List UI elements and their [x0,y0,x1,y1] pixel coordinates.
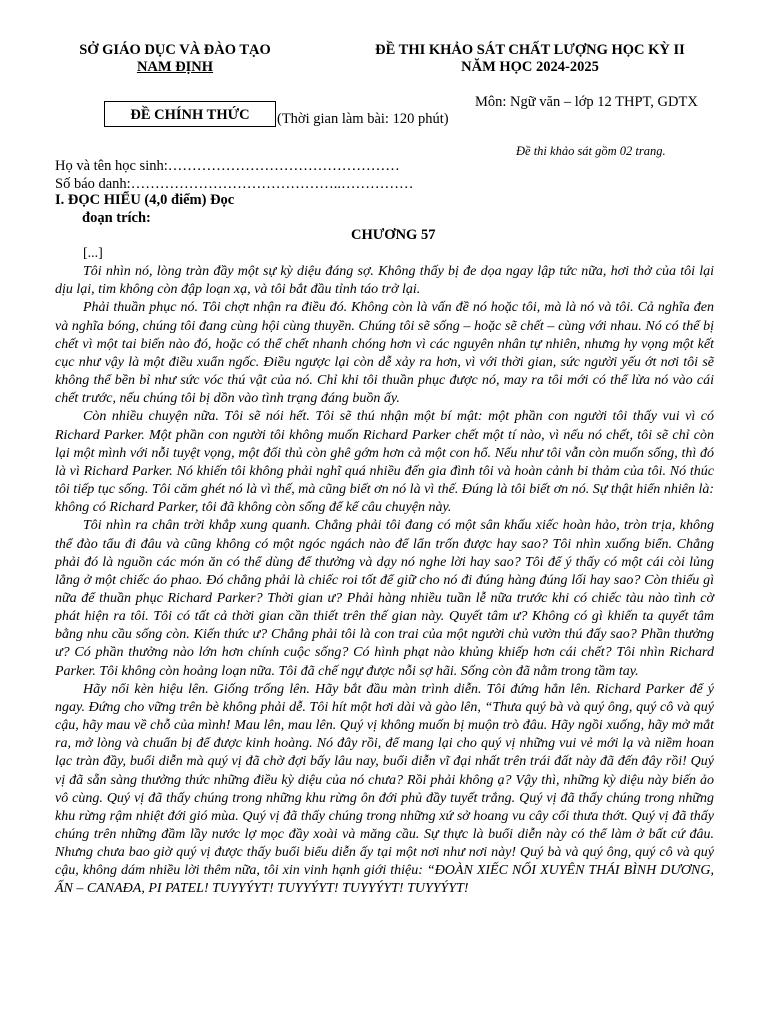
org-header [60,42,290,76]
passage-paragraph: Phải thuần phục nó. Tôi chợt nhận ra điều đó. Không còn là vấn đề nó hoặc tôi, mà là nó và tôi. Cả nghĩa đen và nghĩa bóng, chúng tôi đang cùng hội cùng thuyền. Chúng tôi sẽ sống – hoặc sẽ chết – cùng với nhau. Nó có thể bị chết vì một tai biến nào đó, hoặc có thể chết nhanh chóng hơn vì các nguyên nhân tự nhiên, nhưng hy vọng một kết cục như vậy là một điều xuẩn ngốc. Điều ngược lại còn dễ xảy ra hơn, vì với thời gian, sức người yếu ớt nơi tôi sẽ không thể bền bỉ như sức vóc thú vật của nó. Chỉ khi tôi thuần phục được nó, may ra tôi mới có thể lừa nó vào cái chết trước, nếu chúng tôi bị dồn vào tình trạng đáng buồn ấy. [55,300,714,407]
exam-header [330,42,730,76]
pages-note: Đề thi khảo sát gồm 02 trang. [516,144,666,158]
section-title-cont: đoạn trích: [82,210,151,226]
official-label-box: ĐỀ CHÍNH THỨC [104,101,276,127]
section-title: I. ĐỌC HIỂU (4,0 điểm) Đọc [55,192,235,208]
org-line1: SỞ GIÁO DỤC VÀ ĐÀO TẠO [79,42,271,58]
student-name-line: Họ và tên học sinh:………………………………………… [55,158,400,174]
passage-ellipsis: [...] [83,246,103,261]
chapter-title: CHƯƠNG 57 [351,227,436,243]
school-year: NĂM HỌC 2024-2025 [461,59,599,75]
subject-line: Môn: Ngữ văn – lớp 12 THPT, GDTX [475,94,698,110]
passage [55,245,714,899]
org-line2 [60,59,290,76]
duration: (Thời gian làm bài: 120 phút) [277,111,449,127]
passage-paragraph: Tôi nhìn ra chân trời khắp xung quanh. Chẳng phải tôi đang có một sân khấu xiếc hoàn hảo, tròn trịa, không thể đào tẩu đi đâu và cũng không có một ngóc ngách nào để lẩn trốn được hay sao? Tôi nhìn xuống biển. Chẳng phải đó là nguồn các món ăn có thể dùng để thưởng và dạy nó nghe lời hay sao? Tôi để ý thấy có một cái còi lủng lẳng ở một chiếc áo phao. Đó chẳng phải là chiếc roi tốt để giữ cho nó đi đúng hàng đúng lối hay sao? Còn thiếu gì nữa để thuần phục Richard Parker? Thời gian ư? Phải hàng nhiều tuần lễ nữa trước khi có chiếc tàu nào tình cờ phát hiện ra tôi. Tôi có tất cả thời gian cần thiết trên thế gian này. Quyết tâm ư? Không có gì khiến ta quyết tâm bằng nhu cầu sống còn. Kiến thức ư? Chẳng phải tôi là con trai của một người chủ vườn thú đấy sao? Phần thưởng ư? Có phần thưởng nào lớn hơn chính cuộc sống? Có hình phạt nào khủng khiếp hơn cái chết? Tôi nhìn Richard Parker. Tôi không còn hoảng loạn nữa. Tôi đã chế ngự được nỗi sợ hãi. Sống còn đã nằm trong tầm tay. [55,518,714,679]
passage-paragraph: Hãy nổi kèn hiệu lên. Giống trống lên. Hãy bắt đầu màn trình diễn. Tôi đứng hẳn lên. Richard Parker để ý ngay. Đứng cho vững trên bè không phải dễ. Tôi hít một hơi dài và gào lên, “Thưa quý bà và quý ông, quý cô và quý cậu, hãy mau về chỗ của mình! Mau lên, mau lên. Quý vị không muốn bị muộn trò đâu. Hãy ngồi xuống, hãy mở mắt ra, mở lòng và chuẩn bị để được kinh hoàng. Nó đây rồi, để mang lại cho quý vị những vui vẻ mới lạ và niềm hoan lạc tràn đầy, buổi diễn mà quý vị đã chờ đợi bấy lâu nay, buổi diễn vĩ đại nhất trên trái đất này đã đến đây rồi! Quý vị đã sẵn sàng thưởng thức những điều kỳ diệu của nó chưa? Rồi phải không ạ? Vậy thì, những kỳ diệu này biến ảo vô cùng. Quý vị đã thấy chúng trong những khu rừng ôn đới phủ đầy tuyết trắng. Quý vị đã thấy chúng trong những khu rừng rậm nhiệt đới gió mùa. Quý vị đã thấy chúng trong những xứ sở hoang vu cây cối thưa thớt. Quý vị đã thấy chúng trên những đầm lầy nước lợ mọc đầy xoài và măng cầu. Sự thực là buổi diễn này có thể làm ở bất cứ đâu. Nhưng chưa bao giờ quý vị được thấy buổi biểu diễn ấy tại một nơi như nơi này! Quý bà và quý ông, quý cô và quý cậu, không dám nhiều lời thêm nữa, tôi xin vinh hạnh giới thiệu: “ĐOÀN XIẾC NỔI XUYÊN THÁI BÌNH DƯƠNG, ẤN – CANAĐA, PI PATEL! TUYYÝYT! TUYYÝYT! TUYYÝYT! TUYYÝYT! [55,681,714,897]
passage-paragraph: Tôi nhìn nó, lòng tràn đầy một sự kỳ diệu đáng sợ. Không thấy bị đe dọa ngay lập tức nữa, hơi thở của tôi lại dịu lại, tim không còn đập loạn xạ, và tôi bắt đầu tỉnh táo trở lại. [55,264,714,298]
passage-paragraph: Còn nhiều chuyện nữa. Tôi sẽ nói hết. Tôi sẽ thú nhận một bí mật: một phần con người tôi thấy vui vì có Richard Parker. Một phần con người tôi không muốn Richard Parker chết một tí nào, vì nếu nó chết, tôi sẽ chỉ còn lại một mình với nỗi tuyệt vọng, một đối thủ còn ghê gớm hơn cả một con hổ. Nếu như tôi vẫn còn muốn sống, thì đó là vì Richard Parker. Nó khiến tôi không phải nghĩ quá nhiều đến gia đình tôi và hoàn cảnh bi thảm của tôi. Nó thúc tôi tiếp tục sống. Tôi căm ghét nó là vì thế, mà cũng biết ơn nó là vì thế. Đúng là tôi biết ơn nó. Sự thật hiển nhiên là: không có Richard Parker, tôi đã không còn sống để kể câu chuyện này. [55,409,714,516]
org-line2-text: NAM ĐỊNH [136,59,214,75]
exam-title: ĐỀ THI KHẢO SÁT CHẤT LƯỢNG HỌC KỲ II [375,42,685,58]
student-id-line: Số báo danh:……………………………………..…………… [55,176,414,192]
